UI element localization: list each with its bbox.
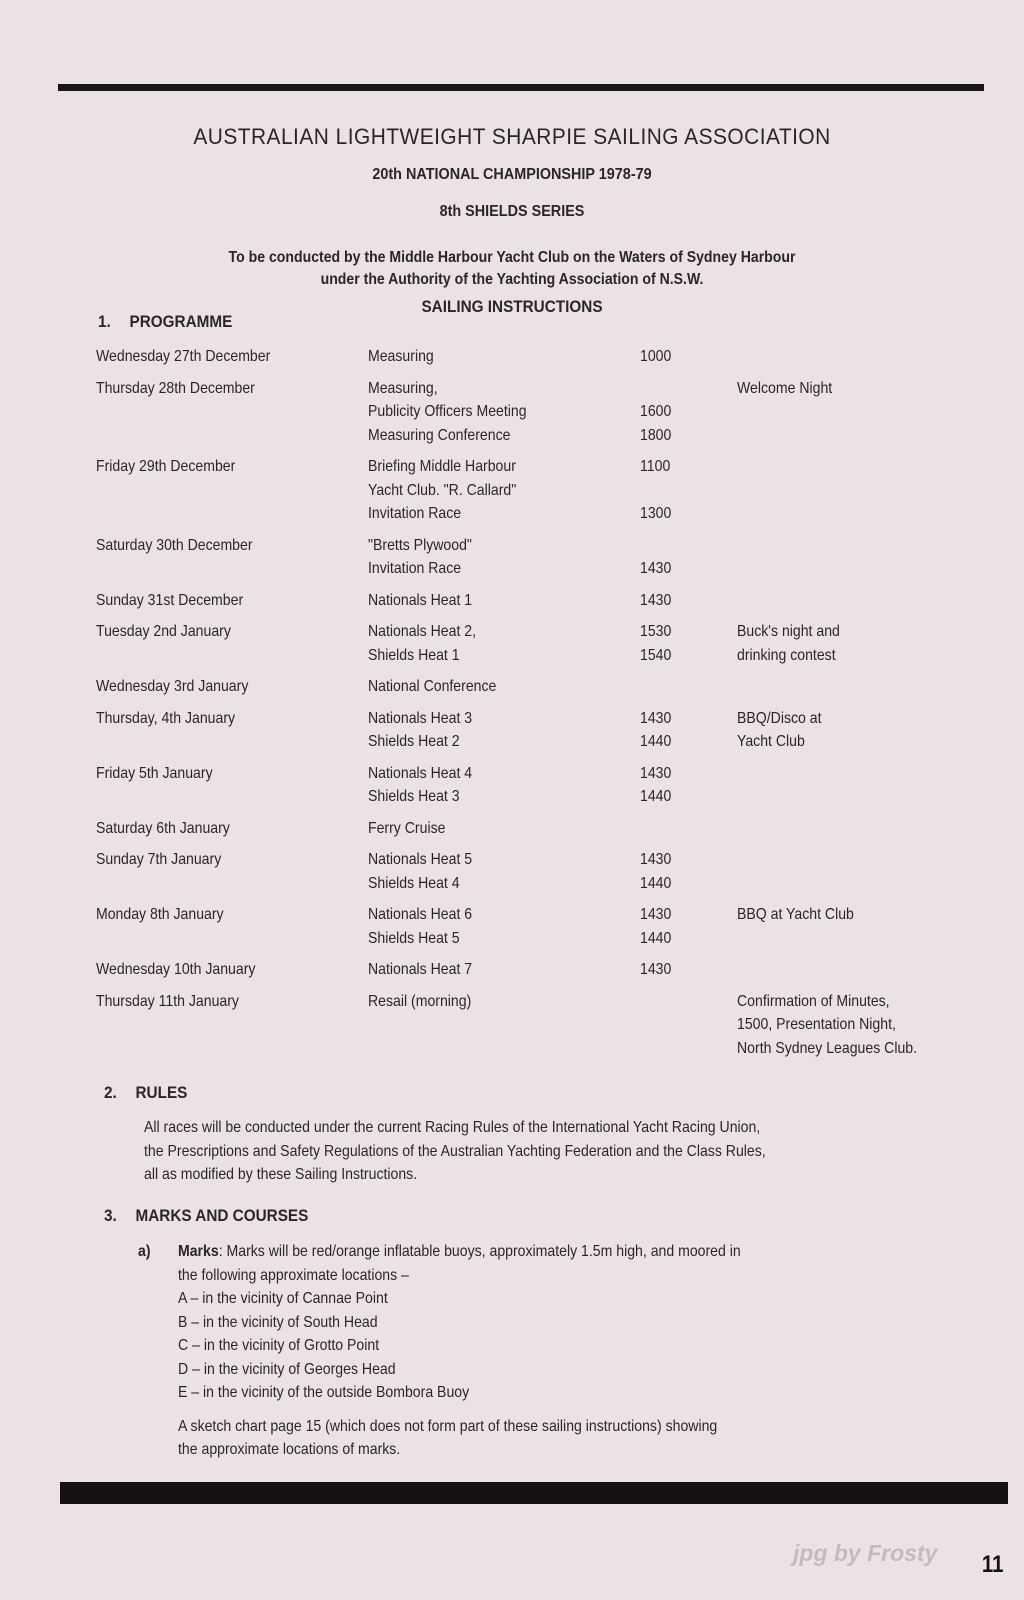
series-subtitle: 8th SHIELDS SERIES <box>439 203 585 220</box>
programme-note-line: BBQ/Disco at <box>737 709 822 727</box>
programme-time <box>640 707 737 754</box>
programme-day-text: Sunday 7th January <box>96 851 222 868</box>
programme-event-line: Ferry Cruise <box>368 819 446 837</box>
programme-time-line: 1440 <box>640 788 672 805</box>
rules-line: All races will be conducted under the current Racing Rules of the International Yacht Racing Union, <box>144 1119 761 1136</box>
section-title: MARKS AND COURSES <box>135 1206 309 1225</box>
programme-day <box>96 958 368 982</box>
programme-event-line: Shields Heat 2 <box>368 733 460 750</box>
programme-time-line: 1430 <box>640 961 672 978</box>
programme-event-line: Nationals Heat 1 <box>368 591 473 609</box>
mark-location-e: E – in the vicinity of the outside Bombora Buoy <box>178 1384 470 1401</box>
programme-day <box>96 762 368 809</box>
programme-time <box>640 345 737 369</box>
rules-heading <box>104 1083 187 1103</box>
programme-day-text: Friday 29th December <box>96 458 236 475</box>
programme-note <box>737 990 987 1061</box>
programme-time-line: 1430 <box>640 560 672 577</box>
programme-time-line: 1100 <box>640 458 671 475</box>
document-title: AUSTRALIAN LIGHTWEIGHT SHARPIE SAILING ASSOCIATION <box>193 124 831 149</box>
programme-event-line: Nationals Heat 7 <box>368 961 473 978</box>
programme-row <box>96 958 996 982</box>
programme-event <box>368 848 640 895</box>
programme-note <box>737 345 987 369</box>
programme-event <box>368 455 640 526</box>
programme-event <box>368 817 640 841</box>
programme-day-text: Wednesday 27th December <box>96 348 271 365</box>
programme-event-line: Nationals Heat 3 <box>368 709 473 727</box>
programme-time-line: 1600 <box>640 403 672 420</box>
programme-row <box>96 817 996 841</box>
rules-paragraph <box>144 1116 851 1187</box>
programme-day-text: Wednesday 3rd January <box>96 678 249 695</box>
programme-event <box>368 762 640 809</box>
programme-time-line <box>640 675 725 699</box>
programme-event-line: Nationals Heat 2, <box>368 623 477 640</box>
programme-time-line: 1540 <box>640 646 672 664</box>
marks-item-label <box>138 1240 152 1264</box>
mark-location-c: C – in the vicinity of Grotto Point <box>178 1337 380 1354</box>
programme-day-text: Thursday 28th December <box>96 379 255 397</box>
programme-day <box>96 377 368 448</box>
sketch-note-line-2: the approximate locations of marks. <box>178 1441 401 1458</box>
bottom-rule <box>60 1482 1008 1504</box>
programme-row <box>96 990 996 1061</box>
programme-day-text: Saturday 6th January <box>96 819 230 837</box>
programme-event <box>368 377 640 448</box>
programme-time-line: 1800 <box>640 426 672 444</box>
programme-note <box>737 620 987 667</box>
programme-time-line <box>640 534 725 558</box>
programme-event <box>368 707 640 754</box>
programme-event-line: Nationals Heat 4 <box>368 764 473 782</box>
programme-time <box>640 455 737 526</box>
programme-time-line: 1440 <box>640 874 672 892</box>
rules-line: all as modified by these Sailing Instructions. <box>144 1166 418 1183</box>
programme-day-text: Thursday 11th January <box>96 992 239 1010</box>
programme-day-text: Sunday 31st December <box>96 591 244 609</box>
programme-event-line: Shields Heat 4 <box>368 874 460 892</box>
programme-time <box>640 958 737 982</box>
programme-event-line: Measuring <box>368 348 434 365</box>
programme-day-text: Monday 8th January <box>96 906 224 923</box>
programme-row <box>96 589 996 613</box>
marks-intro: : Marks will be red/orange inflatable buoys, approximately 1.5m high, and moored in <box>218 1243 741 1260</box>
programme-time-line <box>640 817 725 841</box>
programme-day <box>96 707 368 754</box>
programme-note-line: Confirmation of Minutes, <box>737 992 890 1010</box>
sketch-note-line-1: A sketch chart page 15 (which does not form part of these sailing instructions) showing <box>178 1417 718 1435</box>
programme-time-line: 1430 <box>640 906 672 923</box>
programme-time <box>640 903 737 950</box>
programme-note <box>737 903 987 950</box>
programme-note <box>737 762 987 809</box>
programme-note-line: North Sydney Leagues Club. <box>737 1039 918 1057</box>
programme-row <box>96 534 996 581</box>
programme-day <box>96 990 368 1061</box>
programme-day <box>96 455 368 526</box>
championship-subtitle: 20th NATIONAL CHAMPIONSHIP 1978-79 <box>372 166 652 183</box>
instructions-title: SAILING INSTRUCTIONS <box>421 297 603 316</box>
programme-row <box>96 848 996 895</box>
programme-time-line: 1430 <box>640 591 672 609</box>
programme-row <box>96 707 996 754</box>
programme-time-line <box>640 479 725 503</box>
programme-day <box>96 817 368 841</box>
mark-location-d: D – in the vicinity of Georges Head <box>178 1360 396 1378</box>
programme-note <box>737 958 987 982</box>
programme-time <box>640 534 737 581</box>
programme-time-line: 1430 <box>640 764 672 782</box>
programme-time <box>640 377 737 448</box>
programme-row <box>96 345 996 369</box>
programme-row <box>96 377 996 448</box>
mark-location-b: B – in the vicinity of South Head <box>178 1313 378 1331</box>
programme-event-line: Shields Heat 1 <box>368 646 460 664</box>
section-title: RULES <box>135 1083 188 1102</box>
section-number: 1. <box>98 312 111 331</box>
programme-day <box>96 620 368 667</box>
programme-table <box>96 345 996 1068</box>
programme-day-text: Tuesday 2nd January <box>96 623 231 640</box>
programme-event-line: Nationals Heat 5 <box>368 851 473 868</box>
programme-note <box>737 675 987 699</box>
programme-row <box>96 762 996 809</box>
programme-event-line: Shields Heat 3 <box>368 788 460 805</box>
conducted-by-line-2: under the Authority of the Yachting Association of N.S.W. <box>320 271 704 288</box>
programme-day-text: Wednesday 10th January <box>96 961 256 978</box>
programme-note <box>737 707 987 754</box>
programme-day <box>96 848 368 895</box>
programme-time <box>640 589 737 613</box>
page-number: 11 <box>981 1551 1004 1578</box>
programme-note <box>737 377 987 448</box>
programme-time-line <box>640 990 725 1014</box>
section-title: PROGRAMME <box>129 312 233 331</box>
marks-paragraph <box>178 1240 817 1462</box>
programme-note <box>737 589 987 613</box>
programme-note <box>737 455 987 526</box>
programme-day <box>96 589 368 613</box>
programme-note-line: Buck's night and <box>737 623 840 640</box>
programme-note <box>737 848 987 895</box>
programme-note-line: Yacht Club <box>737 733 805 750</box>
programme-day <box>96 534 368 581</box>
marks-lead: Marks <box>178 1243 219 1260</box>
section-number: 3. <box>104 1206 117 1225</box>
programme-time-line <box>640 377 725 401</box>
programme-event <box>368 620 640 667</box>
rules-line: the Prescriptions and Safety Regulations of the Australian Yachting Federation and the Class Rules, <box>144 1142 766 1160</box>
programme-note <box>737 534 987 581</box>
programme-day-text: Saturday 30th December <box>96 536 253 554</box>
programme-event <box>368 958 640 982</box>
programme-event <box>368 903 640 950</box>
programme-row <box>96 455 996 526</box>
programme-time-line: 1430 <box>640 851 672 868</box>
programme-time <box>640 817 737 841</box>
programme-row <box>96 903 996 950</box>
conducted-by-line-1: To be conducted by the Middle Harbour Yacht Club on the Waters of Sydney Harbour <box>228 249 796 266</box>
programme-event-line: Measuring, <box>368 379 438 397</box>
programme-event-line: National Conference <box>368 678 497 695</box>
programme-note-line: 1500, Presentation Night, <box>737 1016 896 1033</box>
programme-time-line: 1000 <box>640 348 672 365</box>
programme-event <box>368 589 640 613</box>
programme-time-line: 1430 <box>640 709 672 727</box>
programme-day-text: Thursday, 4th January <box>96 709 236 727</box>
programme-row <box>96 675 996 699</box>
programme-time <box>640 762 737 809</box>
programme-note <box>737 817 987 841</box>
programme-event <box>368 675 640 699</box>
programme-note-line: Welcome Night <box>737 379 833 397</box>
mark-location-a: A – in the vicinity of Cannae Point <box>178 1290 388 1307</box>
programme-time-line: 1440 <box>640 929 672 947</box>
item-label: a) <box>138 1243 151 1260</box>
programme-day-text: Friday 5th January <box>96 764 213 782</box>
programme-note-line: drinking contest <box>737 646 836 664</box>
programme-time-line: 1530 <box>640 623 672 640</box>
programme-time <box>640 675 737 699</box>
programme-event <box>368 345 640 369</box>
top-rule <box>58 84 984 91</box>
programme-event-line: Yacht Club. "R. Callard" <box>368 481 517 499</box>
programme-heading <box>98 312 232 332</box>
programme-time-line: 1300 <box>640 505 672 522</box>
programme-day <box>96 675 368 699</box>
programme-event-line: Nationals Heat 6 <box>368 906 473 923</box>
programme-time <box>640 620 737 667</box>
programme-event-line: Briefing Middle Harbour <box>368 458 516 475</box>
programme-time-line: 1440 <box>640 733 672 750</box>
programme-event-line: Invitation Race <box>368 560 462 577</box>
programme-event-line: Publicity Officers Meeting <box>368 403 527 420</box>
programme-event-line: Resail (morning) <box>368 992 472 1010</box>
programme-time <box>640 990 737 1061</box>
watermark: jpg by Frosty <box>793 1540 938 1566</box>
programme-row <box>96 620 996 667</box>
programme-event-line: Invitation Race <box>368 505 462 522</box>
section-number: 2. <box>104 1083 117 1102</box>
programme-event-line: "Bretts Plywood" <box>368 536 472 554</box>
marks-heading <box>104 1206 308 1226</box>
programme-event-line: Measuring Conference <box>368 426 511 444</box>
programme-event <box>368 990 640 1061</box>
marks-intro-2: the following approximate locations – <box>178 1266 409 1284</box>
programme-event-line: Shields Heat 5 <box>368 929 460 947</box>
programme-day <box>96 345 368 369</box>
programme-note-line: BBQ at Yacht Club <box>737 906 854 923</box>
programme-time <box>640 848 737 895</box>
programme-event <box>368 534 640 581</box>
programme-day <box>96 903 368 950</box>
